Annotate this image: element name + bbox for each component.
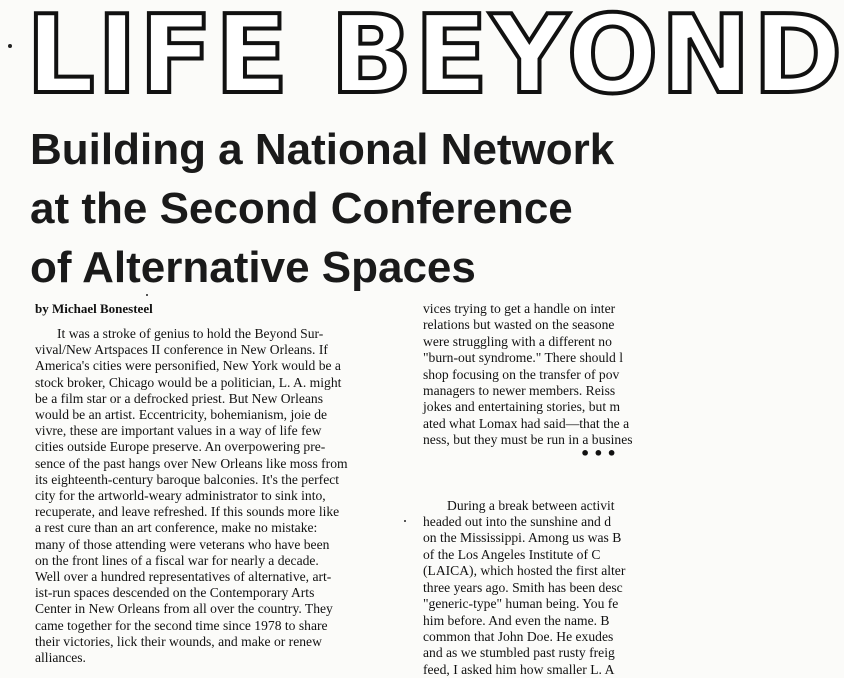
body-line: a rest cure than an art conference, make no mistake: (35, 520, 318, 536)
body-line: ist-run spaces descended on the Contemporary Arts (35, 585, 315, 601)
print-speck (8, 44, 12, 48)
right-column-body (423, 301, 673, 678)
body-line: city for the artworld-weary administrator to sink into, (35, 488, 326, 504)
body-line: cities outside Europe preserve. An overpowering pre- (35, 439, 326, 455)
body-line: shop focusing on the transfer of pov (423, 366, 620, 382)
body-line: be a film star or a defrocked priest. But New Orleans (35, 390, 324, 406)
headline-line: at the Second Conference (30, 184, 573, 233)
body-line: their victories, lick their wounds, and make or renew (35, 633, 322, 649)
body-line: came together for the second time since 1978 to share (35, 617, 328, 633)
body-line: recuperate, and leave refreshed. If this sounds more like (35, 504, 340, 520)
body-line: vices trying to get a handle on inter (423, 301, 616, 316)
body-line: "generic-type" human being. You fe (423, 596, 619, 612)
body-line: him before. And even the name. B (423, 612, 610, 628)
body-line: vivre, these are important values in a way of life few (35, 423, 322, 439)
body-line: America's cities were personified, New York would be a (35, 358, 341, 374)
article-headline (30, 120, 670, 297)
body-line: stock broker, Chicago would be a politician, L. A. might (35, 374, 342, 390)
body-line: managers to newer members. Reiss (423, 383, 616, 399)
body-line: ated what Lomax had said—that the a (423, 415, 630, 431)
body-line: on the Mississippi. Among us was B (423, 530, 622, 546)
print-speck (404, 520, 406, 522)
body-line: sence of the past hangs over New Orleans like moss from (35, 455, 348, 471)
body-line: of the Los Angeles Institute of C (423, 546, 601, 562)
body-line: ness, but they must be run in a busines (423, 432, 633, 448)
body-line: feed, I asked him how smaller L. A (423, 661, 615, 677)
body-line: common that John Doe. He exudes (423, 628, 614, 644)
headline-line: Building a National Network (30, 125, 615, 174)
body-line: jokes and entertaining stories, but m (423, 399, 621, 415)
body-line: (LAICA), which hosted the first alter (423, 563, 626, 579)
body-line: Well over a hundred representatives of alternative, art- (35, 569, 332, 585)
body-line: "burn-out syndrome." There should l (423, 350, 623, 366)
section-separator: ••• (580, 444, 620, 463)
body-line: many of those attending were veterans who have been (35, 536, 330, 552)
body-line: its eighteenth-century baroque balconies. It's the perfect (35, 471, 340, 487)
masthead-title: LIFE BEYOND (26, 0, 844, 118)
body-line: would be an artist. Eccentricity, bohemianism, joie de (35, 407, 328, 423)
body-line: Center in New Orleans from all over the country. They (35, 601, 333, 617)
headline-line: of Alternative Spaces (30, 243, 476, 292)
body-line: were struggling with a different no (423, 333, 612, 349)
body-line: three years ago. Smith has been desc (423, 579, 623, 595)
section-gap (423, 449, 673, 482)
body-line: and as we stumbled past rusty freig (423, 645, 615, 661)
byline: by Michael Bonesteel (35, 301, 153, 316)
body-line: It was a stroke of genius to hold the Beyond Sur- (57, 326, 324, 341)
body-line: alliances. (35, 650, 86, 666)
left-column-body (35, 326, 395, 666)
body-line: relations but wasted on the seasone (423, 317, 615, 333)
body-line: During a break between activit (447, 497, 615, 513)
body-line: vival/New Artspaces II conference in New Orleans. If (35, 342, 328, 358)
body-line: on the front lines of a fiscal war for nearly a decade. (35, 552, 319, 568)
body-line: headed out into the sunshine and d (423, 514, 612, 530)
